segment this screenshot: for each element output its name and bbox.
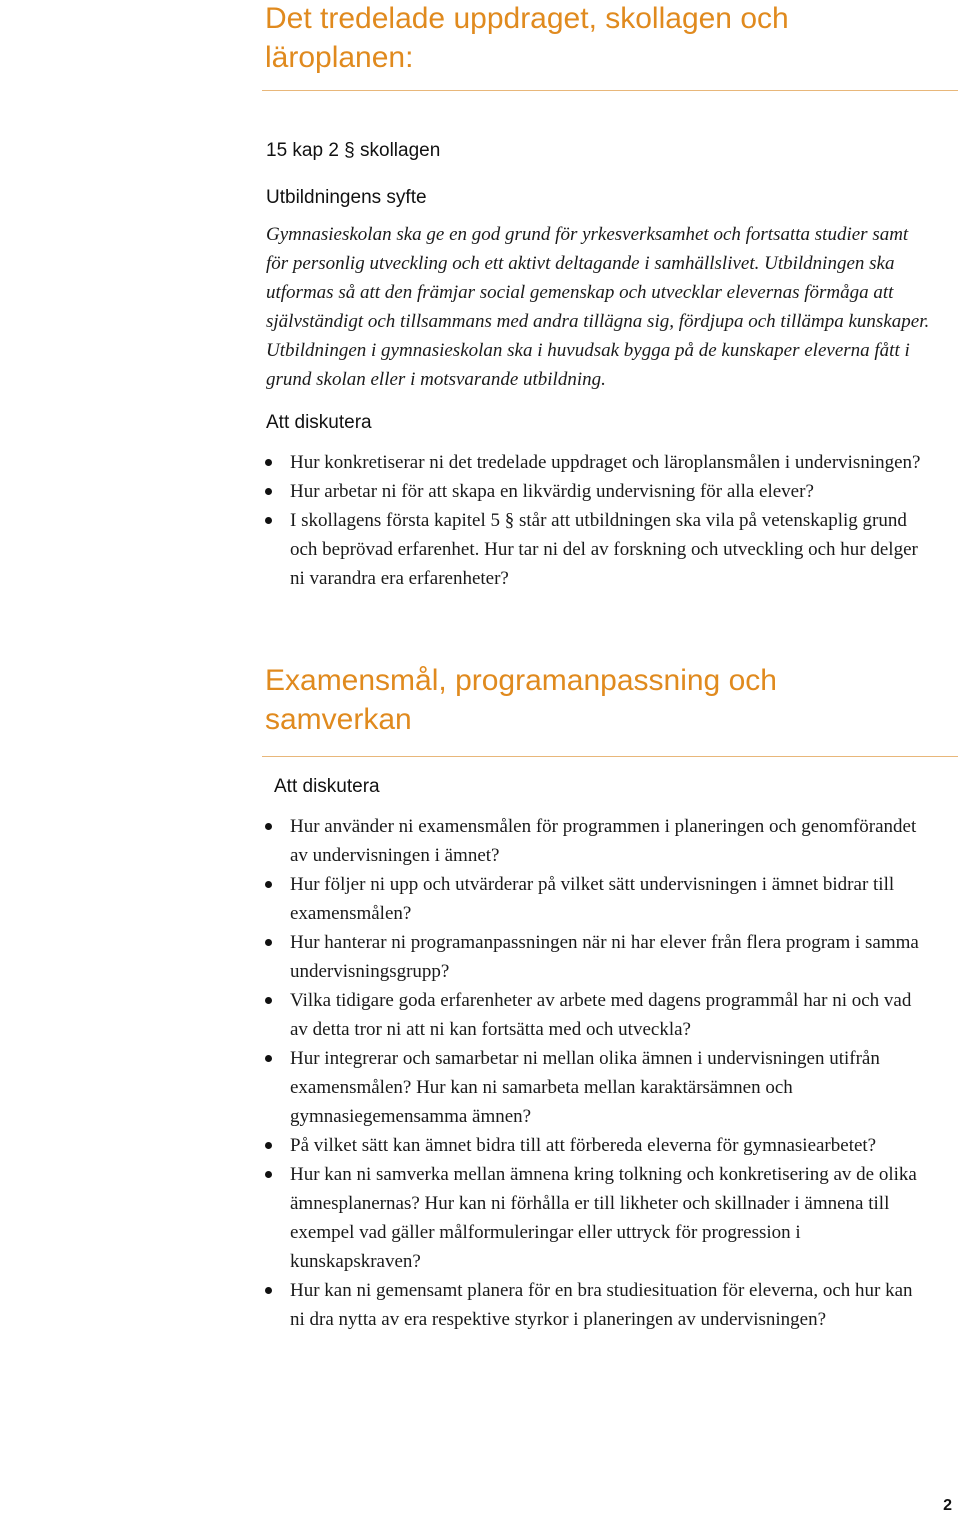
list-item: Hur kan ni gemensamt planera för en bra studiesituation för eleverna, och hur kan ni dra nytta av era respektive styrkor i planeringen av undervisningen? <box>265 1276 925 1334</box>
list-item: Hur hanterar ni programanpassningen när ni har elever från flera program i samma undervisningsgrupp? <box>265 928 925 986</box>
list-item: På vilket sätt kan ämnet bidra till att förbereda eleverna för gymnasiearbetet? <box>265 1131 925 1160</box>
list-item: Hur följer ni upp och utvärderar på vilket sätt undervisningen i ämnet bidrar till examensmålen? <box>265 870 925 928</box>
law-reference: 15 kap 2 § skollagen <box>266 140 441 161</box>
page-number: 2 <box>943 1497 952 1514</box>
section-1-heading: Det tredelade uppdraget, skollagen och läroplanen: <box>265 2 789 74</box>
list-item: I skollagens första kapitel 5 § står att utbildningen ska vila på vetenskaplig grund och beprövad erfarenhet. Hur tar ni del av forskning och utveckling och hur delger ni varandra era erfarenheter? <box>265 506 925 593</box>
section-divider <box>262 756 958 757</box>
discussion-list <box>265 812 925 1334</box>
list-item: Hur arbetar ni för att skapa en likvärdig undervisning för alla elever? <box>265 477 925 506</box>
section-2-heading: Examensmål, programanpassning och samverkan <box>265 664 777 736</box>
subheading: Utbildningens syfte <box>266 187 427 208</box>
section-divider <box>262 90 958 91</box>
discuss-label: Att diskutera <box>266 412 372 433</box>
list-item: Hur integrerar och samarbetar ni mellan olika ämnen i undervisningen utifrån examensmålen? Hur kan ni samarbeta mellan karaktärsämnen och gymnasiegemensamma ämnen? <box>265 1044 925 1131</box>
discuss-label: Att diskutera <box>274 776 380 797</box>
quote-paragraph: Gymnasieskolan ska ge en god grund för yrkesverksamhet och fortsatta studier samt för personlig utveckling och ett aktivt deltagande i samhällslivet. Utbildningen ska utformas så att den främjar social gemenskap och utvecklar elevernas förmåga att självständigt och tillsammans med andra tillägna sig, fördjupa och tillämpa kunskaper. Utbildningen i gymnasieskolan ska i huvudsak bygga på de kunskaper eleverna fått i grund skolan eller i motsvarande utbildning. <box>266 224 930 390</box>
list-item: Hur använder ni examensmålen för programmen i planeringen och genomförandet av undervisningen i ämnet? <box>265 812 925 870</box>
list-item: Hur kan ni samverka mellan ämnena kring tolkning och konkretisering av de olika ämnesplanernas? Hur kan ni förhålla er till likheter och skillnader i ämnena till exempel vad gäller målformuleringar eller uttryck för progression i kunskapskraven? <box>265 1160 925 1276</box>
discussion-list <box>265 448 925 593</box>
list-item: Hur konkretiserar ni det tredelade uppdraget och läroplansmålen i undervisningen? <box>265 448 925 477</box>
list-item: Vilka tidigare goda erfarenheter av arbete med dagens programmål har ni och vad av detta tror ni att ni kan fortsätta med och utveckla? <box>265 986 925 1044</box>
